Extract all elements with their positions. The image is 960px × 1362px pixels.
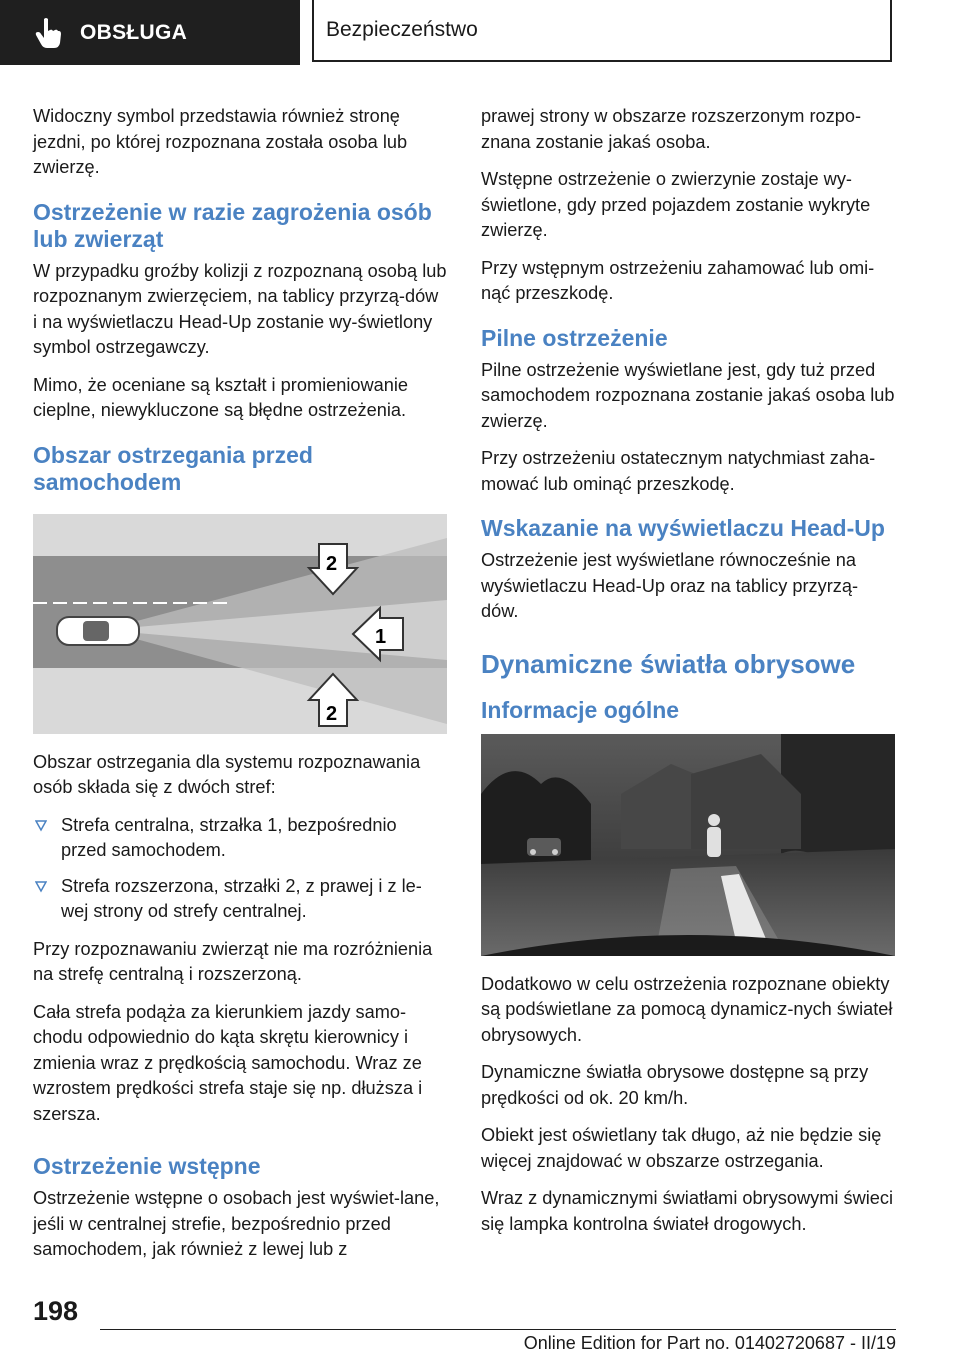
arrow-label-2-bottom: 2 [326,702,338,725]
heading-urgent: Pilne ostrzeżenie [481,324,668,351]
paragraph: Wraz z dynamicznymi światłami obrysowymi świeci się lampka kontrolna świateł drogowych. [481,1188,893,1234]
hand-pointer-icon [30,15,66,51]
bullet-triangle-icon [35,820,47,832]
paragraph: Mimo, że oceniane są kształt i promieniowanie cieplne, niewykluczone są błędne ostrzeżenia. [33,374,409,420]
page-number: 198 [33,1296,79,1326]
chapter-tab [312,0,892,62]
paragraph: W przypadku groźby kolizji z rozpoznaną osobą lub rozpoznanym zwierzęciem, na tablicy przyrzą-dów i na wyświetlaczu Head-Up zostanie wy-świetlony symbol ostrzegawczy. [33,260,447,357]
paragraph: prawej strony w obszarze rozszerzonym rozpo-znana zostanie jakaś osoba. [481,106,862,152]
paragraph: Cała strefa podąża za kierunkiem jazdy samo-chodu odpowiednio do kąta skrętu kierownicy i zmienia wraz z prędkością samochodu. Wraz ze wzrostem prędkości strefa staje się np. dłuższa i szersza. [33,1001,423,1124]
pedestrian-figure [707,814,721,857]
heading-pre-warning: Ostrzeżenie wstępne [33,1153,261,1179]
paragraph: Wstępne ostrzeżenie o zwierzynie zostaje wy-świetlone, gdy przed pojazdem zostanie wykryte zwierzę. [481,169,871,240]
list-item-text: Strefa centralna, strzałka 1, bezpośrednio przed samochodem. [61,814,397,860]
paragraph: Obszar ostrzegania dla systemu rozpoznawania osób składa się z dwóch stref: [33,751,421,797]
list-item [33,813,447,864]
paragraph: Obiekt jest oświetlany tak długo, aż nie będzie się więcej znajdować w obszarze ostrzegania. [481,1125,882,1171]
arrow-label-1: 1 [375,625,387,648]
paragraph: Ostrzeżenie jest wyświetlane równocześnie na wyświetlaczu Head-Up oraz na tablicy przyrzą-dów. [481,550,859,621]
left-column [33,104,447,1275]
paragraph: Dynamiczne światła obrysowe dostępne są przy prędkości od ok. 20 km/h. [481,1062,869,1108]
section-tab [0,0,300,65]
paragraph: Przy ostrzeżeniu ostatecznym natychmiast zaha-mować lub ominąć przeszkodę. [481,448,876,494]
heading-head-up: Wskazanie na wyświetlaczu Head-Up [481,515,885,541]
paragraph: Przy wstępnym ostrzeżeniu zahamować lub omi-nąć przeszkodę. [481,257,875,303]
list-item-text: Strefa rozszerzona, strzałki 2, z prawej i z le-wej strony od strefy centralnej. [61,875,422,921]
paragraph: Pilne ostrzeżenie wyświetlane jest, gdy tuż przed samochodem rozpoznana zostanie jakaś osoba lub zwierzę. [481,359,895,431]
heading-warning: Ostrzeżenie w razie zagrożenia osób lub zwierząt [33,198,432,252]
night-road-photo [481,734,895,956]
zone-list [33,813,447,925]
edition-note: Online Edition for Part no. 01402720687 - II/19 [523,1333,896,1353]
heading-warning-area: Obszar ostrzegania przed samochodem [33,441,313,495]
arrow-label-2-top: 2 [326,552,338,575]
right-column [481,104,895,1249]
list-item [33,874,447,925]
heading-dynamic-lights: Dynamiczne światła obrysowe [481,648,856,679]
footer-divider [100,1329,896,1330]
chapter-title: Bezpieczeństwo [326,18,478,41]
paragraph: Dodatkowo w celu ostrzeżenia rozpoznane obiekty są podświetlane za pomocą dynamicz-nych świateł obrysowych. [481,973,893,1045]
warning-zone-diagram [33,514,447,734]
paragraph: Widoczny symbol przedstawia również stronę jezdni, po której rozpoznana została osoba lub zwierzę. [33,106,408,177]
bullet-triangle-icon [35,881,47,893]
oncoming-car [527,838,561,856]
heading-general-info: Informacje ogólne [481,696,680,723]
paragraph: Ostrzeżenie wstępne o osobach jest wyświet-lane, jeśli w centralnej strefie, bezpośrednio przed samochodem, jak również z lewej lub z [33,1188,440,1259]
car-icon [57,617,139,645]
paragraph: Przy rozpoznawaniu zwierząt nie ma rozróżnienia na strefę centralną i rozszerzoną. [33,938,433,984]
section-title: OBSŁUGA [80,20,188,44]
